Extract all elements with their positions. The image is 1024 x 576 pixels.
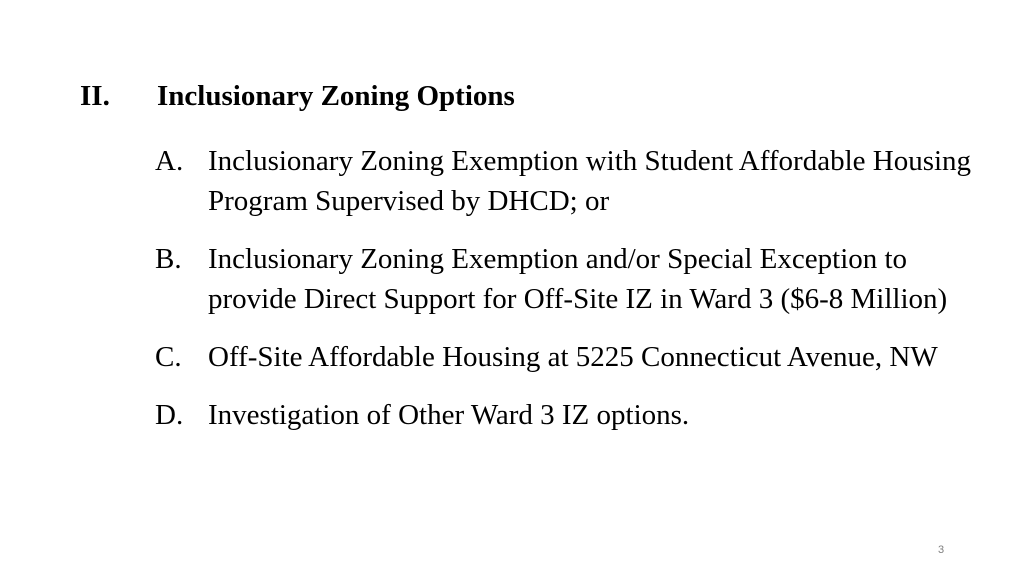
item-letter: A. xyxy=(155,145,184,177)
list-item xyxy=(155,337,985,377)
list-item xyxy=(155,141,985,221)
section-number: II. xyxy=(80,80,110,112)
item-text: Inclusionary Zoning Exemption with Student Affordable Housing Program Supervised by DHCD; or xyxy=(208,145,972,217)
option-list xyxy=(155,141,985,453)
page-number: 3 xyxy=(938,544,945,556)
list-item xyxy=(155,239,985,319)
item-text: Investigation of Other Ward 3 IZ options. xyxy=(208,399,690,431)
item-text: Off-Site Affordable Housing at 5225 Connecticut Avenue, NW xyxy=(208,341,938,373)
list-item xyxy=(155,395,985,435)
item-letter: C. xyxy=(155,341,182,373)
item-letter: D. xyxy=(155,399,184,431)
section-title: Inclusionary Zoning Options xyxy=(157,80,515,112)
item-text: Inclusionary Zoning Exemption and/or Special Exception to provide Direct Support for Off-Site IZ in Ward 3 ($6-8 Million) xyxy=(208,243,948,315)
item-letter: B. xyxy=(155,243,182,275)
